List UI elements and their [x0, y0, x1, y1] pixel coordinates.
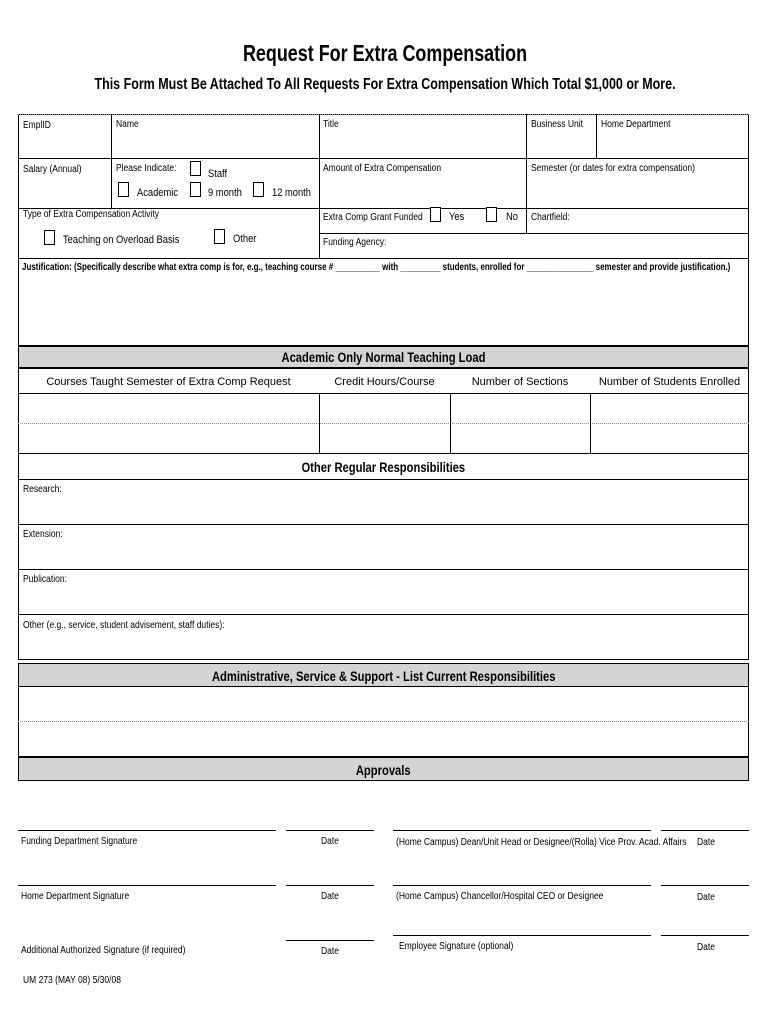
- emplid-field[interactable]: [19, 132, 109, 156]
- col-number-sections: Number of Sections: [471, 376, 569, 388]
- name-label: Name: [116, 119, 139, 130]
- other-activity-checkbox[interactable]: [214, 229, 225, 244]
- business-unit-label: Business Unit: [531, 119, 583, 130]
- teaching-overload-checkbox[interactable]: [44, 230, 55, 245]
- amount-field[interactable]: [320, 178, 525, 206]
- extension-label: Extension:: [23, 529, 63, 540]
- name-field[interactable]: [112, 132, 318, 156]
- home-department-label: Home Department: [601, 119, 671, 130]
- col-students-enrolled: Number of Students Enrolled: [598, 376, 741, 388]
- grant-no-label: No: [506, 211, 518, 223]
- date-label-1: Date: [321, 836, 339, 847]
- col-credit-hours: Credit Hours/Course: [334, 376, 435, 388]
- teaching-row-1[interactable]: [19, 394, 748, 422]
- twelve-month-label: 12 month: [272, 187, 311, 199]
- home-dept-date-field[interactable]: [286, 860, 374, 884]
- employee-signature-field[interactable]: [393, 910, 651, 934]
- date-label-5: Date: [321, 946, 339, 957]
- dean-date-field[interactable]: [661, 805, 749, 829]
- teaching-overload-label: Teaching on Overload Basis: [63, 234, 180, 246]
- funding-dept-signature-label: Funding Department Signature: [21, 836, 138, 847]
- form-subtitle: This Form Must Be Attached To All Requests For Extra Compensation Which Total $1,000 or More.: [94, 76, 676, 93]
- salary-label: Salary (Annual): [23, 164, 82, 175]
- title-label: Title: [323, 119, 339, 130]
- other-activity-label: Other: [233, 233, 257, 245]
- home-dept-signature-field[interactable]: [18, 860, 276, 884]
- publication-field[interactable]: [19, 587, 748, 613]
- salary-field[interactable]: [19, 178, 109, 206]
- academic-label: Academic: [137, 187, 179, 199]
- chartfield-field[interactable]: [575, 210, 747, 231]
- dean-signature-field[interactable]: [393, 805, 651, 829]
- grant-no-checkbox[interactable]: [486, 207, 497, 222]
- chancellor-date-field[interactable]: [661, 860, 749, 884]
- extension-field[interactable]: [19, 542, 748, 568]
- title-field[interactable]: [320, 132, 525, 156]
- approvals-header: Approvals: [18, 757, 749, 781]
- funding-agency-label: Funding Agency:: [323, 237, 387, 248]
- admin-section-header: Administrative, Service & Support - List Current Responsibilities: [18, 663, 749, 687]
- funding-dept-date-field[interactable]: [286, 805, 374, 829]
- emplid-label: EmplID: [23, 120, 51, 131]
- please-indicate-label: Please Indicate:: [116, 163, 177, 174]
- chartfield-label: Chartfield:: [531, 212, 570, 223]
- admin-row-2[interactable]: [19, 722, 748, 756]
- amount-label: Amount of Extra Compensation: [323, 163, 442, 174]
- home-department-field[interactable]: [597, 132, 747, 156]
- dean-signature-label: (Home Campus) Dean/Unit Head or Designee/(Rolla) Vice Prov. Acad. Affairs: [396, 837, 687, 848]
- staff-checkbox[interactable]: [190, 161, 201, 176]
- research-label: Research:: [23, 484, 62, 495]
- publication-label: Publication:: [23, 574, 67, 585]
- grant-yes-checkbox[interactable]: [430, 207, 441, 222]
- staff-label: Staff: [208, 168, 228, 180]
- academic-section-header: Academic Only Normal Teaching Load: [18, 346, 749, 368]
- date-label-2: Date: [697, 837, 715, 848]
- additional-signature-label: Additional Authorized Signature (if required): [21, 945, 186, 956]
- chancellor-signature-field[interactable]: [393, 860, 651, 884]
- justification-text: Justification: (Specifically describe what extra comp is for, e.g., teaching course # __________ with _________ students, enrolled for _______________ semester and provide justification.): [22, 262, 731, 273]
- grant-yes-label: Yes: [449, 211, 465, 223]
- teaching-row-2[interactable]: [19, 424, 748, 453]
- other-duties-field[interactable]: [19, 633, 748, 659]
- home-dept-signature-label: Home Department Signature: [21, 891, 130, 902]
- date-label-3: Date: [321, 891, 339, 902]
- twelve-month-checkbox[interactable]: [253, 182, 264, 197]
- justification-field[interactable]: [19, 278, 748, 344]
- employee-date-field[interactable]: [661, 910, 749, 934]
- form-title: Request For Extra Compensation: [242, 40, 528, 66]
- form-number-footer: UM 273 (MAY 08) 5/30/08: [23, 975, 121, 986]
- type-activity-label: Type of Extra Compensation Activity: [23, 209, 160, 220]
- chancellor-signature-label: (Home Campus) Chancellor/Hospital CEO or Designee: [396, 891, 604, 902]
- additional-date-field[interactable]: [286, 915, 374, 939]
- research-field[interactable]: [19, 497, 748, 523]
- other-duties-label: Other (e.g., service, student advisement, staff duties):: [23, 620, 225, 631]
- col-courses-taught: Courses Taught Semester of Extra Comp Request: [46, 376, 291, 388]
- other-section-header: Other Regular Responsibilities: [18, 454, 749, 480]
- funding-agency-field[interactable]: [390, 235, 747, 256]
- nine-month-label: 9 month: [208, 187, 242, 199]
- grant-funded-label: Extra Comp Grant Funded: [323, 212, 423, 223]
- additional-signature-field[interactable]: [18, 918, 276, 942]
- semester-label: Semester (or dates for extra compensation): [531, 163, 695, 174]
- business-unit-field[interactable]: [527, 132, 595, 156]
- employee-signature-label: Employee Signature (optional): [399, 941, 514, 952]
- funding-dept-signature-field[interactable]: [18, 805, 276, 829]
- semester-field[interactable]: [527, 178, 747, 206]
- admin-row-1[interactable]: [19, 687, 748, 720]
- nine-month-checkbox[interactable]: [190, 182, 201, 197]
- date-label-6: Date: [697, 942, 715, 953]
- date-label-4: Date: [697, 892, 715, 903]
- academic-checkbox[interactable]: [118, 182, 129, 197]
